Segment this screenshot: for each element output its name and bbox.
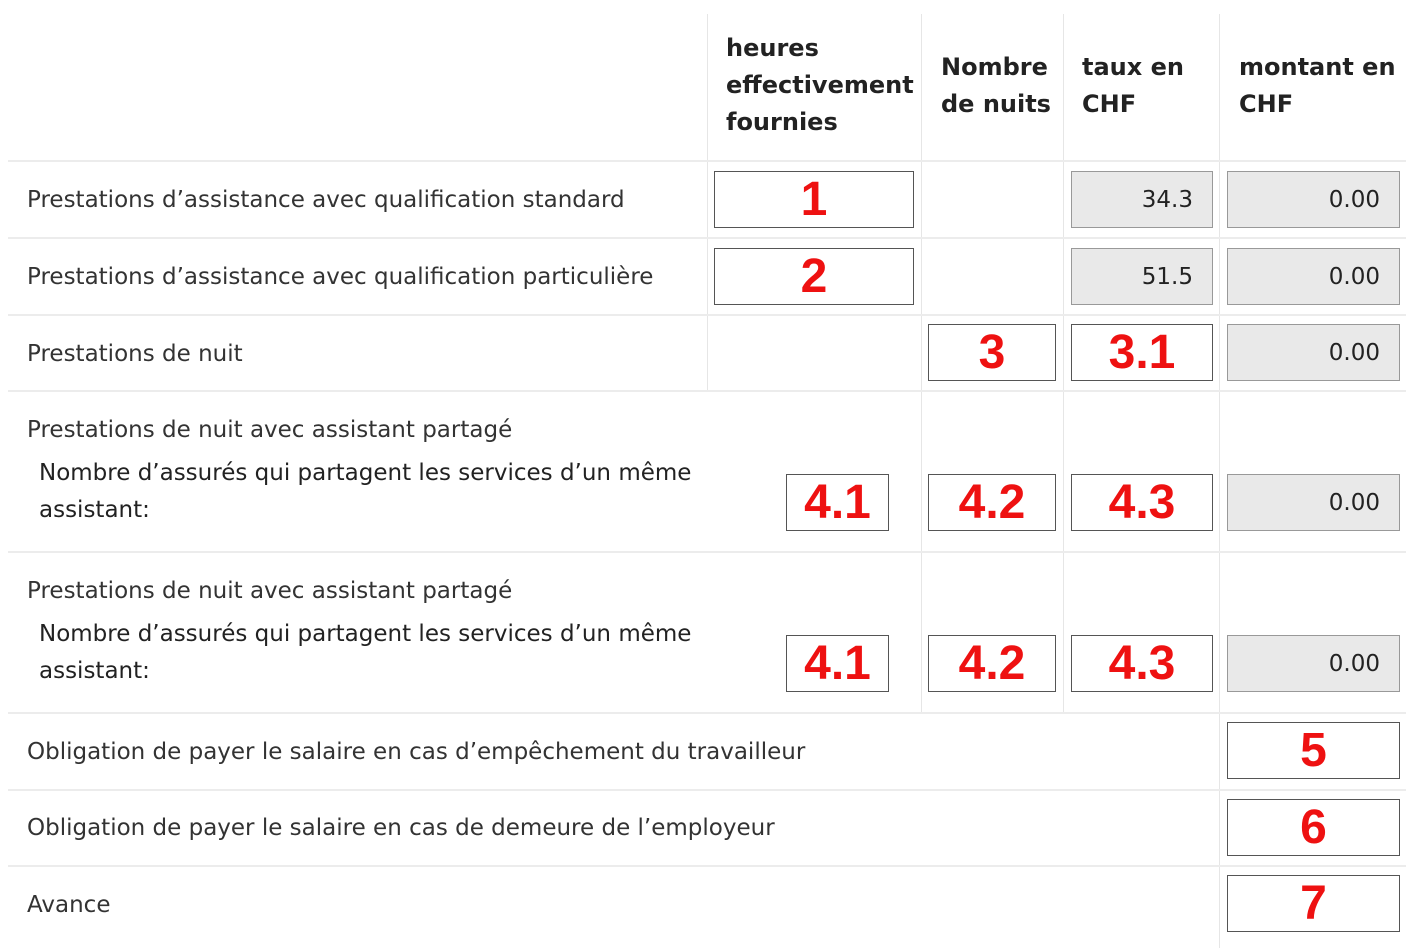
- row-label-advance: Avance: [27, 892, 111, 918]
- marker-5: 5: [1300, 723, 1327, 777]
- column-divider: [707, 14, 708, 391]
- row-label-night: Prestations de nuit: [27, 341, 243, 367]
- marker-4-2: 4.2: [958, 475, 1026, 529]
- marker-3-1: 3.1: [1108, 325, 1176, 379]
- row-divider: [8, 237, 1406, 239]
- row-divider: [8, 865, 1406, 867]
- amount-field-shared-2: 0.00: [1227, 635, 1400, 692]
- row-label-standard: Prestations d’assistance avec qualification standard: [27, 187, 625, 213]
- row-divider: [8, 390, 1406, 392]
- row-divider: [8, 314, 1406, 316]
- marker-4-3: 4.3: [1108, 475, 1176, 529]
- nights-input-shared-1[interactable]: [928, 474, 1056, 531]
- insured-input-shared-1[interactable]: [786, 474, 889, 531]
- sublabel-shared-1: Nombre d’assurés qui partagent les services d’un même assistant:: [39, 460, 692, 523]
- row-label-shared-2: Prestations de nuit avec assistant partagé: [27, 578, 513, 604]
- marker-7: 7: [1300, 876, 1327, 930]
- marker-6: 6: [1300, 800, 1327, 854]
- marker-3: 3: [978, 325, 1006, 379]
- amount-field-night: 0.00: [1227, 324, 1400, 381]
- marker-4-1: 4.1: [804, 475, 871, 529]
- marker-4-2: 4.2: [958, 636, 1026, 690]
- nights-input-night[interactable]: [928, 324, 1056, 381]
- amount-input-impediment[interactable]: [1227, 722, 1400, 779]
- row-label-particular: Prestations d’assistance avec qualification particulière: [27, 264, 654, 290]
- row-divider: [8, 789, 1406, 791]
- row-divider: [8, 160, 1406, 162]
- amount-input-default[interactable]: [1227, 799, 1400, 856]
- column-divider: [1219, 14, 1220, 948]
- marker-4-3: 4.3: [1108, 636, 1176, 690]
- insured-input-shared-2[interactable]: [786, 635, 889, 692]
- row-label-impediment: Obligation de payer le salaire en cas d’empêchement du travailleur: [27, 739, 806, 765]
- column-divider: [921, 14, 922, 712]
- rate-input-shared-2[interactable]: [1071, 635, 1213, 692]
- sublabel-shared-2: Nombre d’assurés qui partagent les services d’un même assistant:: [39, 621, 692, 684]
- hours-input-standard[interactable]: [714, 171, 914, 228]
- marker-4-1: 4.1: [804, 636, 871, 690]
- marker-2: 2: [800, 249, 828, 303]
- amount-field-shared-1: 0.00: [1227, 474, 1400, 531]
- amount-field-particular: 0.00: [1227, 248, 1400, 305]
- rate-input-night[interactable]: [1071, 324, 1213, 381]
- rate-field-standard: 34.3: [1071, 171, 1213, 228]
- header-rate: taux en CHF: [1082, 53, 1184, 118]
- row-label-default: Obligation de payer le salaire en cas de demeure de l’employeur: [27, 815, 775, 841]
- row-divider: [8, 712, 1406, 714]
- header-nights: Nombre de nuits: [941, 53, 1051, 118]
- header-hours: heures effectivement fournies: [726, 34, 914, 136]
- row-label-shared-1: Prestations de nuit avec assistant partagé: [27, 417, 513, 443]
- rate-field-particular: 51.5: [1071, 248, 1213, 305]
- amount-field-standard: 0.00: [1227, 171, 1400, 228]
- row-divider: [8, 551, 1406, 553]
- hours-input-particular[interactable]: [714, 248, 914, 305]
- header-amount: montant en CHF: [1239, 53, 1396, 118]
- column-divider: [1063, 14, 1064, 712]
- rate-input-shared-1[interactable]: [1071, 474, 1213, 531]
- nights-input-shared-2[interactable]: [928, 635, 1056, 692]
- marker-1: 1: [800, 172, 828, 226]
- amount-input-advance[interactable]: [1227, 875, 1400, 932]
